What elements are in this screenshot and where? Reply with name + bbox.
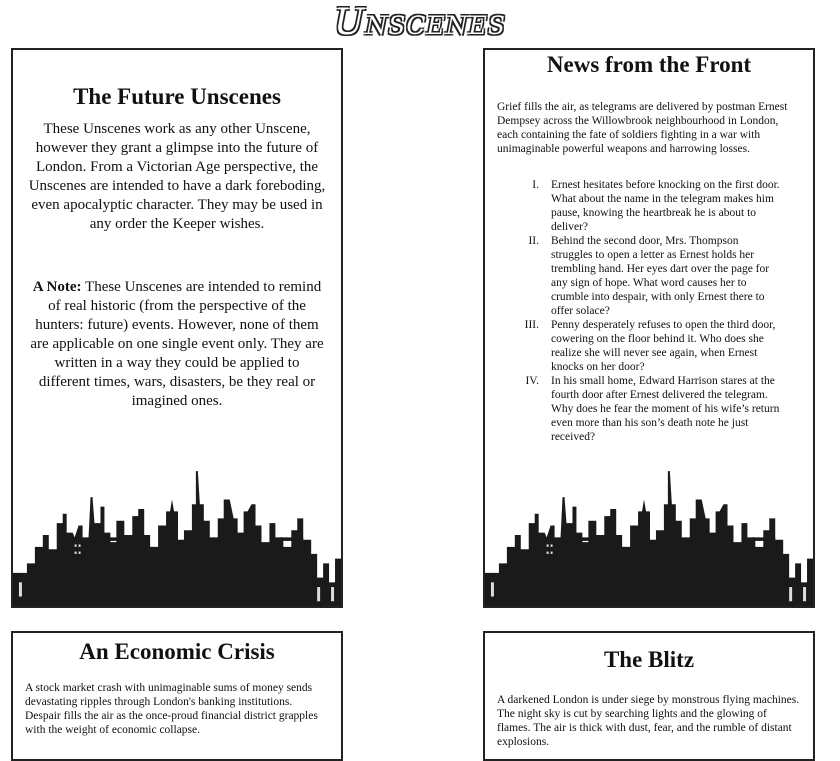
list-item-number: I.	[532, 179, 539, 191]
list-item-text: Ernest hesitates before knocking on the first door. What about the name in the telegram makes him pause, knowing the heartbreak he is about to deliver?	[551, 179, 780, 233]
card-future-title: The Future Unscenes	[73, 84, 281, 109]
list-item	[485, 178, 813, 234]
list-item-text: Penny desperately refuses to open the third door, cowering on the floor behind it. Who does she realize she will never see again, when Ernest knocks on her door?	[551, 319, 776, 373]
card-news-from-the-front	[483, 48, 815, 608]
card-front-title: News from the Front	[546, 52, 752, 77]
card-the-blitz	[483, 631, 815, 761]
list-item	[485, 234, 813, 318]
skyline-illustration	[485, 464, 813, 606]
list-item-text: In his small home, Edward Harrison stares at the fourth door after Ernest delivered the telegram. Why does he fear the moment of his wife’s return even more than his son’s death note he just received?	[551, 375, 780, 443]
skyline-illustration	[13, 464, 341, 606]
list-item	[485, 318, 813, 374]
card-blitz-title: The Blitz	[603, 647, 695, 672]
card-economic-crisis	[11, 631, 343, 761]
card-crisis-intro: A stock market crash with unimaginable sums of money sends devastating ripples through London's banking institutions. Despair fills the air as the once-proud financial district grapples with the weight of economic collapse.	[25, 682, 318, 736]
note-text: These Unscenes are intended to remind of real historic (from the perspective of the hunters: future) events. However, none of them are applicable on one single event only. They are written in a way they could be applied to different times, wars, disasters, be they real or imagined ones.	[30, 279, 324, 409]
card-front-intro: Grief fills the air, as telegrams are delivered by postman Ernest Dempsey across the Willowbrook neighbourhood in London, each containing the fate of soldiers fighting in a war with unimaginable powerful weapons and harrowing losses.	[497, 101, 788, 155]
card-blitz-intro: A darkened London is under siege by monstrous flying machines. The night sky is cut by searching lights and the glowing of flames. The air is thick with dust, fear, and the rumble of distant explosions.	[497, 694, 800, 748]
list-item-number: II.	[528, 235, 539, 247]
page-title: Unscenes	[334, 2, 506, 43]
card-future-unscenes	[11, 48, 343, 608]
card-crisis-title: An Economic Crisis	[79, 639, 275, 664]
note-label: A Note:	[32, 279, 82, 295]
list-item-text: Behind the second door, Mrs. Thompson struggles to open a letter as Ernest holds her trembling hand. Her eyes dart over the page for any sign of hope. What word causes her to crumble into despair, with only Ernest there to offer solace?	[551, 235, 770, 317]
unscene-list	[485, 178, 813, 444]
list-item	[485, 374, 813, 444]
card-future-note	[27, 278, 327, 411]
list-item-number: IV.	[525, 375, 539, 387]
card-future-paragraph: These Unscenes work as any other Unscene, however they grant a glimpse into the future of London. From a Victorian Age perspective, the Unscenes are intended to have a dark foreboding, even apocalyptic character. They may be used in any order the Keeper wishes.	[28, 121, 326, 232]
list-item-number: III.	[524, 319, 539, 331]
